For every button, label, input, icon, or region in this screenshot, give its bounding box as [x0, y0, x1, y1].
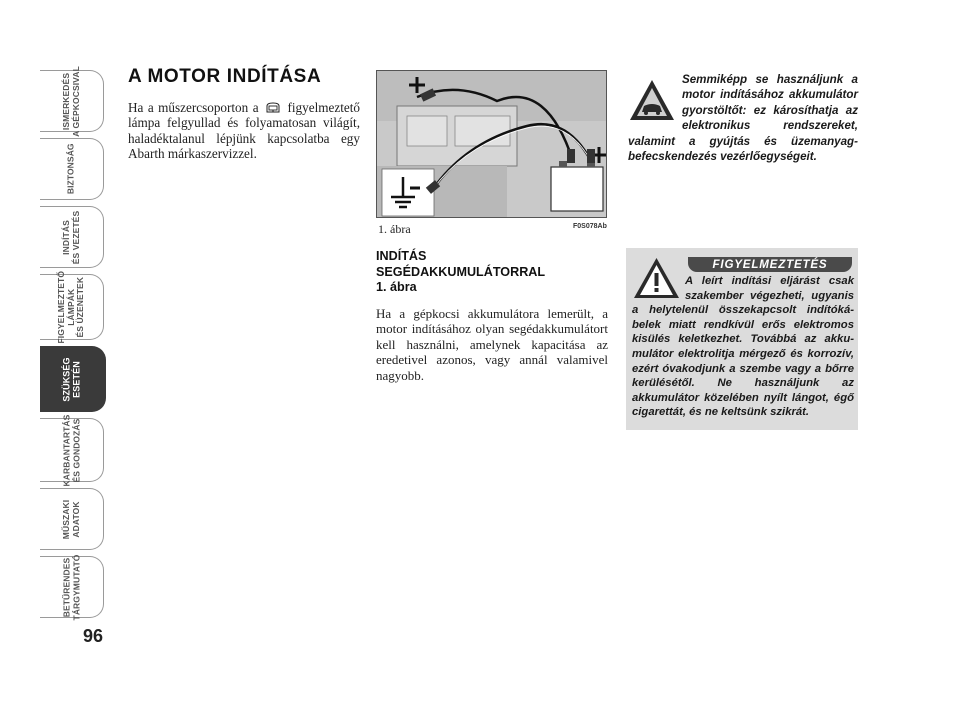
subsection-body: Ha a gépkocsi akkumulátora lemerült, a motor indításához olyan segédakkumulátort kell használni, amelynek kapacitása az eredetivel azonos, vagy annál valamivel nagyobb.	[376, 306, 608, 383]
caution-text-block	[628, 72, 858, 164]
tab-label: SZÜKSÉG ESETÉN	[62, 356, 82, 402]
subsection-title-line: SEGÉDAKKUMULÁTORRAL	[376, 264, 546, 279]
warning-text-block	[632, 274, 854, 420]
tab-ismerkedes[interactable]	[40, 65, 104, 137]
intro-text-end: figyelmeztető lámpa felgyullad és folyamatosan világít, haladéktalanul lépjünk kapcsolatba egy Abarth márkaszervizzel.	[128, 100, 360, 162]
tab-figyelmezteto-lampak[interactable]	[40, 270, 104, 344]
tab-szukseg-eseten[interactable]	[40, 346, 106, 412]
figure-code: F0S078Ab	[573, 223, 607, 230]
tab-biztonsag[interactable]	[40, 138, 104, 200]
tab-label: INDÍTÁS ÉS VEZETÉS	[61, 210, 81, 264]
subsection-title-line: INDÍTÁS	[376, 249, 427, 263]
tab-inditas-es-vezetes[interactable]	[40, 206, 104, 268]
tab-karbantartas[interactable]	[40, 414, 104, 486]
intro-paragraph	[128, 100, 360, 162]
engine-failure-warning-icon	[265, 101, 281, 114]
figure-caption: 1. ábra	[378, 222, 411, 236]
subsection-title-line: 1. ábra	[376, 280, 417, 294]
tab-label: ISMERKEDÉS A GÉPKOCSIVAL	[61, 65, 81, 137]
tab-muszaki-adatok[interactable]	[40, 488, 104, 550]
tab-targymutato[interactable]	[40, 556, 104, 618]
warning-text: A leírt indítási eljárást csak szakember végezheti, ugyanis a helytelenül összekapcsolt indítókábelek miatt rendkívül erős elektromos kisülés keletkezhet. Továbbá az akkumulátor elektrolitja mérgező és korrozív, ezért óvakodjunk a szembe vagy a bőrre kerülésétől. Ne használjunk az akkumulátor közelében nyílt lángot, égő cigarettát, és ne keltsünk szikrát.	[632, 275, 854, 419]
caution-text: Semmiképp se használjunk a motor indításához akkumulátor gyorstöltőt: ez károsíthatja az elektronikus rendszereket, valamint a gyújtás és üzemanyag-befecskendezés vezérlőegységeit.	[628, 73, 858, 164]
tab-label: KARBANTARTÁS ÉS GONDOZÁS	[61, 414, 81, 486]
tab-label: FIGYELMEZTETŐ LÁMPÁK ÉS ÜZENETEK	[56, 270, 86, 344]
jump-start-figure	[376, 70, 607, 218]
warning-box	[626, 248, 858, 430]
caution-note	[628, 72, 858, 192]
tab-label: MŰSZAKI ADATOK	[60, 499, 81, 539]
intro-text-start: Ha a műszercsoporton a	[128, 100, 259, 115]
tab-label: BETŰRENDES TÁRGYMUTATÓ	[61, 554, 81, 620]
warning-heading: FIGYELMEZTETÉS	[688, 257, 852, 272]
tab-label: BIZTONSÁG	[65, 143, 76, 195]
subsection-title	[376, 249, 608, 296]
page-number: 96	[83, 626, 104, 646]
jump-start-cables-illustration	[377, 71, 607, 218]
car-caution-triangle-icon	[628, 76, 676, 124]
page-title: A MOTOR INDÍTÁSA	[128, 66, 322, 87]
